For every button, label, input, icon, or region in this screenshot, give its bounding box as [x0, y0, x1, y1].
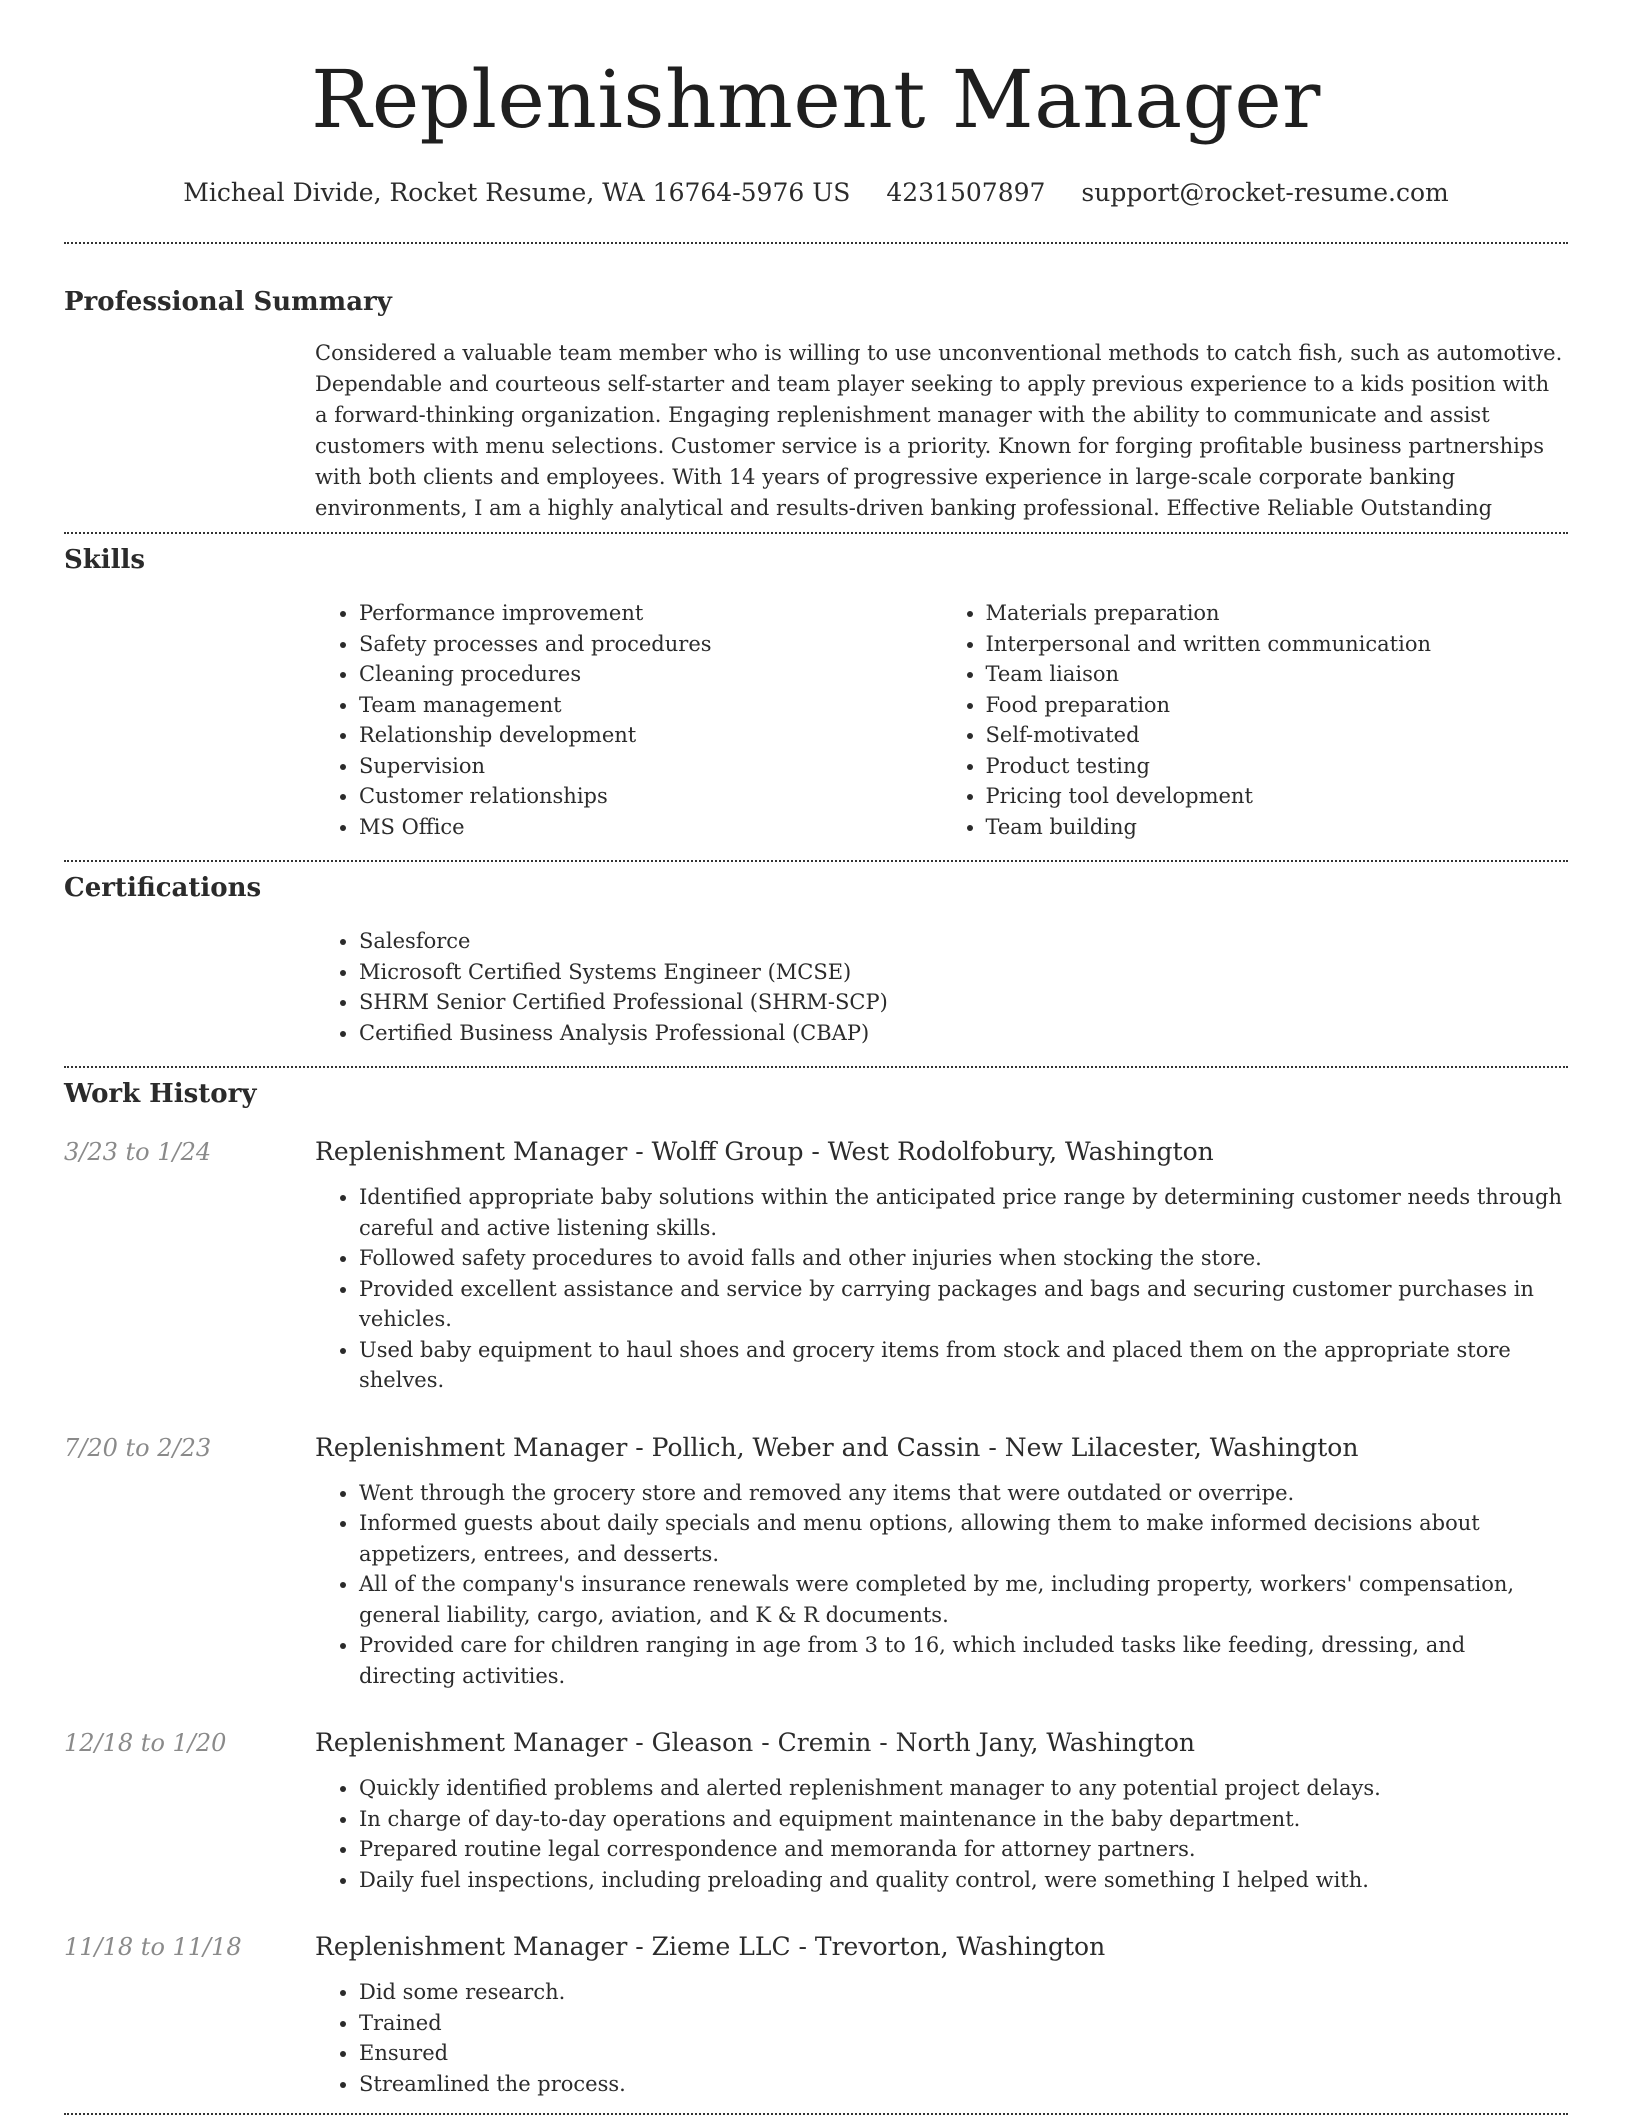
section-divider [64, 860, 1568, 862]
certification-item: • Salesforce [359, 926, 1568, 957]
certifications-list [315, 926, 1568, 1048]
job-bullet: • Quickly identified problems and alerted replenishment manager to any potential project delays. [359, 1773, 1568, 1804]
job-bullets [315, 1182, 1568, 1396]
job-dates: 12/18 to 1/20 [64, 1729, 227, 1757]
job-bullet: • Identified appropriate baby solutions within the anticipated price range by determining customer needs through careful and active listening skills. [359, 1182, 1568, 1243]
job-bullet: • Informed guests about daily specials and menu options, allowing them to make informed decisions about appetizers, entrees, and desserts. [359, 1508, 1568, 1569]
job-bullet: • Daily fuel inspections, including preloading and quality control, were something I helped with. [359, 1865, 1568, 1896]
work-history-heading: Work History [64, 1079, 257, 1109]
job-title: Replenishment Manager - Pollich, Weber and Cassin - New Lilacester, Washington [315, 1432, 1359, 1462]
skill-item: • Team liaison [986, 659, 1569, 690]
section-divider [64, 1066, 1568, 1068]
skills-section [64, 544, 1568, 842]
job-bullet: • Followed safety procedures to avoid falls and other injuries when stocking the store. [359, 1243, 1568, 1274]
job-bullets [315, 1977, 1568, 2099]
section-divider [64, 532, 1568, 534]
job-bullet: • Streamlined the process. [359, 2069, 1568, 2100]
summary-heading: Professional Summary [64, 287, 392, 317]
job-bullet: • Provided excellent assistance and service by carrying packages and bags and securing customer purchases in vehicles. [359, 1274, 1568, 1335]
skill-item: • Materials preparation [986, 598, 1569, 629]
job-title: Replenishment Manager - Zieme LLC - Trevorton, Washington [315, 1932, 1106, 1961]
summary-section [64, 286, 1568, 524]
job-entry [64, 1432, 1568, 1692]
skill-item: • Team management [359, 690, 942, 721]
job-title: Replenishment Manager - Gleason - Cremin - North Jany, Washington [315, 1728, 1195, 1757]
certifications-heading: Certifications [64, 873, 262, 903]
skill-item: • Cleaning procedures [359, 659, 942, 690]
resume-page [64, 0, 1568, 2115]
certifications-section [64, 872, 1568, 1048]
summary-text: Considered a valuable team member who is willing to use unconventional methods to catch fish, such as automotive. Dependable and courteous self-starter and team player seeking to apply previous experience to a kids position with a forward-thinking organization. Engaging replenishment manager with the ability to communicate and assist customers with menu selections. Customer service is a priority. Known for forging profitable business partnerships with both clients and employees. With 14 years of progressive experience in large-scale corporate banking environments, I am a highly analytical and results-driven banking professional. Effective Reliable Outstanding [315, 341, 1563, 520]
skills-list-right [942, 598, 1569, 842]
certification-item: • SHRM Senior Certified Professional (SHRM-SCP) [359, 987, 1568, 1018]
job-bullet: • Prepared routine legal correspondence and memoranda for attorney partners. [359, 1834, 1568, 1865]
resume-title: Replenishment Manager [311, 53, 1321, 146]
job-entry [64, 1727, 1568, 1895]
job-bullet: • Ensured [359, 2038, 1568, 2069]
job-bullet: • Did some research. [359, 1977, 1568, 2008]
skill-item: • Self-motivated [986, 720, 1569, 751]
job-bullet: • All of the company's insurance renewals were completed by me, including property, workers' compensation, general liability, cargo, aviation, and K & R documents. [359, 1569, 1568, 1630]
job-dates: 3/23 to 1/24 [64, 1138, 212, 1166]
job-entry [64, 1931, 1568, 2099]
job-dates: 7/20 to 2/23 [64, 1433, 212, 1462]
job-bullets [315, 1773, 1568, 1895]
skill-item: • Team building [986, 812, 1569, 843]
section-divider [64, 242, 1568, 244]
job-bullet: • Provided care for children ranging in age from 3 to 16, which included tasks like feeding, dressing, and directing activities. [359, 1630, 1568, 1691]
job-bullet: • In charge of day-to-day operations and equipment maintenance in the baby department. [359, 1804, 1568, 1835]
skills-heading: Skills [64, 545, 146, 575]
skill-item: • Interpersonal and written communication [986, 629, 1569, 660]
skills-list-left [315, 598, 942, 842]
contact-address: Micheal Divide, Rocket Resume, WA 16764-5976 US [183, 178, 851, 207]
contact-line [64, 178, 1568, 208]
job-bullet: • Trained [359, 2008, 1568, 2039]
skill-item: • Food preparation [986, 690, 1569, 721]
job-title: Replenishment Manager - Wolff Group - West Rodolfobury, Washington [315, 1137, 1214, 1166]
job-bullet: • Used baby equipment to haul shoes and grocery items from stock and placed them on the appropriate store shelves. [359, 1335, 1568, 1396]
job-entry [64, 1136, 1568, 1396]
skill-item: • MS Office [359, 812, 942, 843]
certification-item: • Microsoft Certified Systems Engineer (MCSE) [359, 957, 1568, 988]
contact-email: support@rocket-resume.com [1081, 178, 1449, 207]
certification-item: • Certified Business Analysis Professional (CBAP) [359, 1018, 1568, 1049]
skill-item: • Performance improvement [359, 598, 942, 629]
skill-item: • Relationship development [359, 720, 942, 751]
work-history-section [64, 1078, 1568, 2099]
skill-item: • Customer relationships [359, 781, 942, 812]
skill-item: • Safety processes and procedures [359, 629, 942, 660]
job-bullets [315, 1478, 1568, 1692]
job-dates: 11/18 to 11/18 [64, 1933, 242, 1961]
skill-item: • Product testing [986, 751, 1569, 782]
contact-phone: 4231507897 [886, 178, 1046, 207]
skill-item: • Supervision [359, 751, 942, 782]
skill-item: • Pricing tool development [986, 781, 1569, 812]
job-bullet: • Went through the grocery store and removed any items that were outdated or overripe. [359, 1478, 1568, 1509]
